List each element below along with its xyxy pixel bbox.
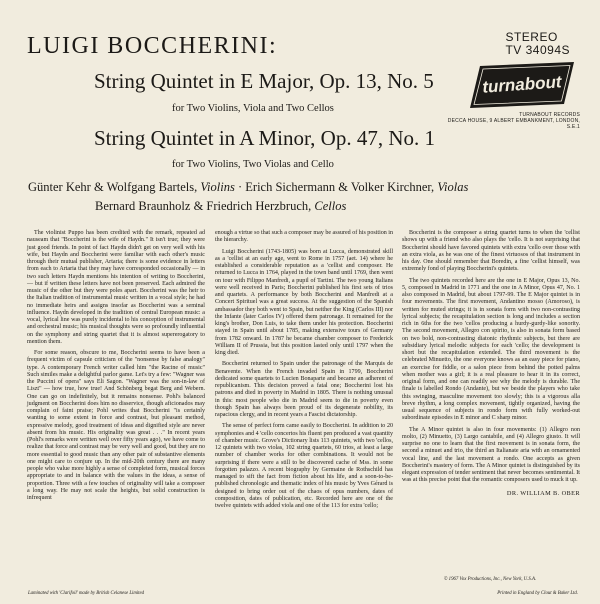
work-title-2: String Quintet in A Minor, Op. 47, No. 1 xyxy=(94,126,436,150)
logo-caption xyxy=(440,112,580,130)
label-address: DECCA HOUSE, 9 ALBERT EMBANKMENT, LONDON, S.E.1 xyxy=(447,118,580,130)
notes-paragraph: The sense of perfect form came easily to Boccherini. In addition to 20 symphonies and 4 'cello concertos his fluent pen produced a vast quantity of chamber music. Grove's Dictionary lists 113 quintets, with two 'cellos, 12 quintets with two violas, 102 string quartets, 60 trios, at least a large number of chamber works for other combinations. It would not be surprising if there were a still to be discovered cache of Mss. in some forgotten palazzo. A recent biography by Germaine de Rothschild has managed to sift the fact from fiction about his life, and a soon-to-be-published chronologic and thematic index of his music by Yves Gérard is designed to bring order out of the chaos of opus numbers, dates of composition, dates of publication, etc. Recorded here are one of the twelve quintets with added viola and one of the 113 for extra 'cello; xyxy=(215,423,393,509)
stereo-label: STEREO xyxy=(505,30,558,44)
violas-role: Violas xyxy=(437,180,469,194)
notes-paragraph: The two quintets recorded here are the one in E Major, Opus 13, No. 5, composed in Madrid in 1771 and the one in A Minor, Opus 47, No. 1 also composed in Madrid, but about 1797-99. The E Major quintet is in four movements. The first movement, Andantino mosso (Amoroso), is written for muted strings; it is in sonata form with two non-contrasting lyrical subjects; the recapitulation section is long and includes a section rich in 6ths for the two 'cellos producing a hurdy-gurdy-like sonority. The second movement, Allegro con spirito, is also in sonata form based on two bold, non-contrasting diatonic rhythmic subjects, but there are subsidiary lyrical melodic subjects for each 'cello; the development is short but the recapitulation extended. The third movement is the celebrated Minuetto, the one everyone knows as an easy piece for piano, an exercise for fiddle, or a salon piece from behind the potted palms when mother was a girl; it is a real pleasure to hear it in its correct, original form, and one can readily see why the melody is durable. The finale is labelled Rondo (Andante), but we beside the players who take this swinging, masculine movement too slowly; this is a vigorous alla breve rhythm, a long complex movement, tightly organized, having the usual sequence of subjects in rondo form with fully worked-out subordinate episodes in E minor and C sharp minor. xyxy=(402,277,580,422)
performers-line-2 xyxy=(95,199,346,214)
notes-paragraph: Luigi Boccherini (1743-1805) was born at Lucca, demonstrated skill as a 'cellist at an early age, went to Rome in 1757 (aet. 14) where he established a considerable reputation as a 'cellist and composer. He returned to Lucca in 1764, played in the town band until 1769, then went on tour with Filippo Manfredi, a pupil of Tartini. The two young Italians were well received in Paris; Boccherini published his first sets of trios and quartets. A performance by both Boccherini and Manfredi at a Concert Spirituel was a great success. At the suggestion of the Spanish ambassador they both went to Spain, but neither the King (Carlos III) nor the Infante (later Carlos IV) offered them patronage. It remained for the king's brother, Don Luis, to take them under his protection. Boccherini stayed in Spain until about 1785, making extensive tours of Germany from 1782 onward. In 1787 he became chamber composer to Frederick William II of Prussia, but this position lasted only until 1797 when the king died. xyxy=(215,248,393,356)
copyright-notice: © 1967 Vox Productions, Inc., New York, U.S.A. xyxy=(443,577,537,582)
printer-credit: Printed in England by Clout & Baker Ltd. xyxy=(497,591,578,596)
notes-paragraph: The violinist Puppo has been credited with the remark, repeated ad nauseam that "Boccherini is the wife of Haydn." It isn't true; they were just good friends. In point of fact Haydn didn't get on very well with his wife, but Haydn and Boccherini were familiar with each other's music through their mutual publisher, Artaria; there is some evidence in letters from each to Artaria that they may have corresponded occasionally — in two such letters Haydn mentions his intention of writing to Boccherini, — but if written these letters have not been preserved. Each admired the music of the other but they were poles apart. Boccherini was the heir to the Italian tradition of instrumental music written in a vocal style; he had no immediate heirs and assigns insofar as Boccherini was a seminal influence. Haydn developed in the tradition of central European music: a vocal, lyrical line was purely incidental to his conception of instrumental and orchestral music; his musical thoughts were so profoundly influential on the symphony and string quartet that it is almost supererogatory to mention them. xyxy=(27,230,205,345)
violinists: Günter Kehr & Wolfgang Bartels, xyxy=(28,180,198,194)
cellists: Bernard Braunholz & Friedrich Herzbruch, xyxy=(95,199,312,213)
notes-column-1 xyxy=(27,230,205,502)
author-signature: DR. WILLIAM B. OBER xyxy=(506,489,580,497)
violins-role: Violins xyxy=(200,180,235,194)
instrumentation-1: for Two Violins, Viola and Two Cellos xyxy=(172,103,334,114)
catalog-number: TV 34094S xyxy=(505,43,570,57)
catalog-block xyxy=(505,31,570,57)
notes-paragraph: Boccherini returned to Spain under the patronage of the Marquis de Benavente. When the French invaded Spain in 1799, Boccherini dedicated some quartets to Lucien Bonaparte and became an adherent of republicanism. This decision proved a fatal one; Boccherini lost his patrons and died in poverty in Madrid in 1805. There is nothing unusual in this: most people who die in Madrid seem to die in poverty even though Spain has always been proud of its degenerate nobility, its rapacious clergy, and in recent years a Fascist dictatorship. xyxy=(215,361,393,418)
composer-title: LUIGI BOCCHERINI: xyxy=(27,33,278,59)
violists: Erich Sichermann & Volker Kirchner, xyxy=(245,180,435,194)
notes-paragraph: For some reason, obscure to me, Boccherini seems to have been a frequent victim of capsule criticism of the "nonsense by false analogy" type. A contemporary French writer called him "the Racine of music" Such similes make a delightful parlor game. Let's try a few: "Wagner was the Puccini of opera" says Eli Sagon. "Wagner was the son-in-law of Liszt" — how true, how true! And Schönberg begat Berg and Webern. One can go on indefinitely, but it remains nonsense. Pohl's balanced judgment on Boccherini does him no disservice, though aficionados may complain of faint praise; Pohl writes that Boccherini "is certainly wanting to some extent in force and contrast, but pleasant method, expressive melody, good treatment of ideas and dignified style are never absent from his music. His originality was great . . ." In recent years (Pohl's remarks were written well over fifty years ago), we have come to realize that force and contrast may be very well and good, but they are no more essential to good music than any other pair of substantive elements one might care to conjure up. In the mid-20th century there are many people who value more highly a sense of completed form, musical forces appropriate to and in balance with the values in the ideas, a sense of proportion. Three with a few touches of originality will take a composer a long way. He may not scale the heights, but solid construction is infrequent xyxy=(27,350,205,501)
cellos-role: Cellos xyxy=(314,199,347,213)
label-name: TURNABOUT RECORDS xyxy=(519,112,580,118)
turnabout-logo xyxy=(466,60,578,110)
notes-column-3 xyxy=(402,230,580,497)
instrumentation-2: for Two Violins, Two Violas and Cello xyxy=(172,159,334,170)
lamination-credit: Laminated with 'Clarifoil' made by British Celanese Limited xyxy=(28,591,144,596)
logo-wordmark: turnabout xyxy=(481,72,563,97)
notes-paragraph: Boccherini is the composer a string quartet turns to when the 'cellist shows up with a friend who also plays the 'cello. It is not surprising that Boccherini should have favored quintets with extra 'cello over those with an extra viola, as he was one of the finest virtuosos of that instrument in his day. One should remember that Boredin, a fine 'cellist himself, was extremely fond of playing Boccherini's quintets. xyxy=(402,230,580,273)
notes-column-2 xyxy=(215,230,393,510)
performers-line-1 xyxy=(28,180,468,195)
notes-paragraph: enough a virtue so that such a composer may be assured of his position in the hierarchy. xyxy=(215,230,394,244)
work-title-1: String Quintet in E Major, Op. 13, No. 5 xyxy=(94,69,434,93)
notes-paragraph: The A Minor quintet is also in four movements: (1) Allegro non molto, (2) Minuetto, (3) Largo cantabile, and (4) Allegro giusto. It will surprise no one to learn that the first movement is in sonata form, the second a minuet and trio, the third an Italianate aria with an ornamented vocal line, and the last movement a rondo. One accepts as given Boccherini's mastery of form. The A Minor quintet is distinguished by its elegant expression of tender sentiment that never becomes sentimental. It was at this precise point that the romantic composers used to muck it up. xyxy=(402,426,580,484)
performer-separator: · xyxy=(234,180,246,194)
